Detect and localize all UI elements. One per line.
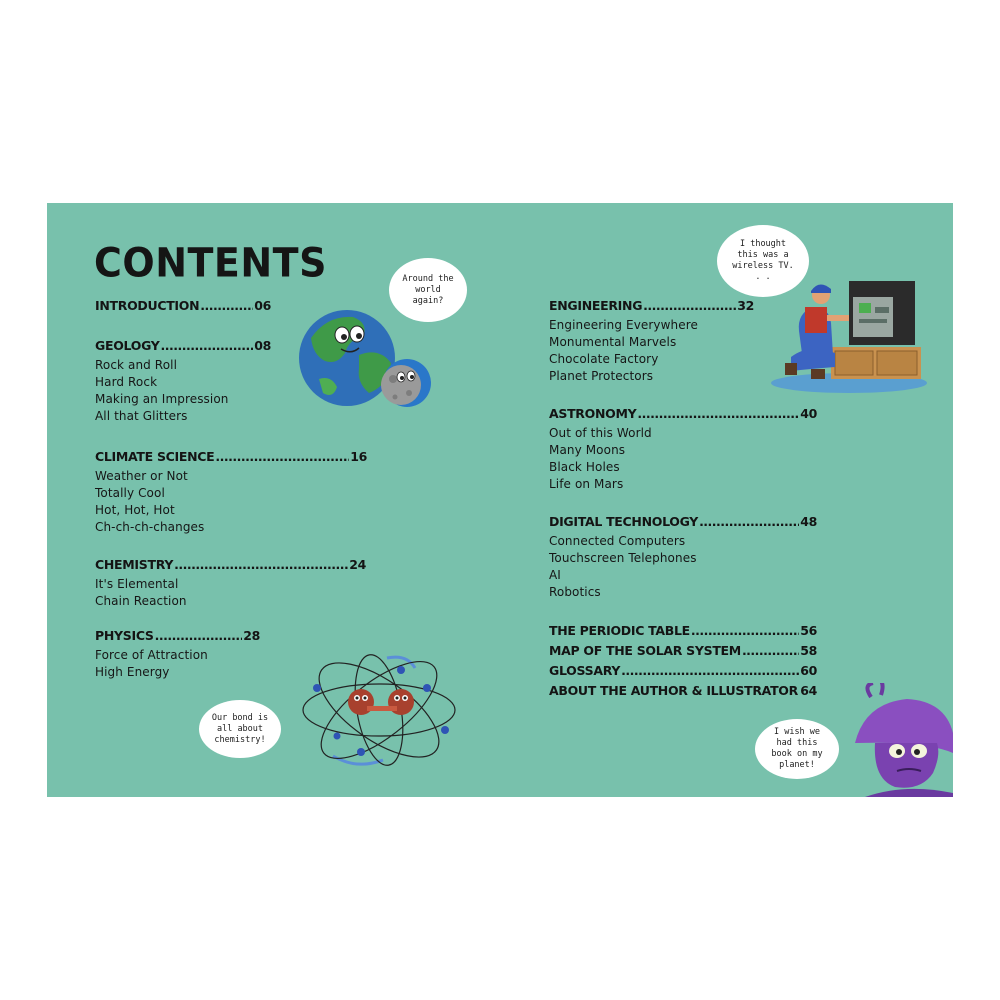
toc-heading[interactable]: [95, 449, 367, 464]
toc-item[interactable]: Rock and Roll: [95, 358, 178, 372]
speech-bubble-earth: [389, 258, 467, 322]
toc-heading[interactable]: [549, 406, 817, 421]
toc-heading[interactable]: [549, 683, 817, 698]
toc-heading-label: ENGINEERING: [549, 298, 643, 313]
toc-item[interactable]: Planet Protectors: [549, 369, 654, 383]
toc-page-number: 40: [800, 406, 817, 421]
toc-page-number: 32: [737, 298, 754, 313]
toc-dots: [699, 514, 799, 529]
toc-item[interactable]: Life on Mars: [549, 477, 624, 491]
toc-dots: [643, 298, 736, 313]
toc-heading-label: MAP OF THE SOLAR SYSTEM: [549, 643, 741, 658]
speech-bubble-text: I thought this was a wireless TV. . .: [732, 239, 794, 282]
toc-section-solar-system-map: [549, 643, 817, 658]
toc-section-periodic-table: [549, 623, 817, 638]
toc-page-number: 08: [254, 338, 271, 353]
toc-heading-label: DIGITAL TECHNOLOGY: [549, 514, 699, 529]
toc-section-glossary: [549, 663, 817, 678]
toc-item[interactable]: High Energy: [95, 665, 170, 679]
toc-dots: [174, 557, 348, 572]
toc-heading-label: ABOUT THE AUTHOR & ILLUSTRATOR: [549, 683, 798, 698]
toc-item[interactable]: Touchscreen Telephones: [549, 551, 697, 565]
toc-item[interactable]: AI: [549, 568, 561, 582]
toc-item[interactable]: Ch-ch-ch-changes: [95, 520, 205, 534]
toc-section-introduction: [95, 298, 271, 313]
toc-page-number: 56: [800, 623, 817, 638]
speech-bubble-text: I wish we had this book on my planet!: [771, 727, 823, 770]
toc-heading-label: PHYSICS: [95, 628, 154, 643]
toc-heading-label: CHEMISTRY: [95, 557, 174, 572]
toc-heading[interactable]: [95, 628, 260, 643]
toc-item[interactable]: Totally Cool: [95, 486, 165, 500]
toc-heading[interactable]: [549, 298, 754, 313]
speech-bubble-chemistry: [199, 700, 281, 758]
toc-page-number: 60: [800, 663, 817, 678]
toc-page-number: 24: [349, 557, 366, 572]
toc-heading-label: INTRODUCTION: [95, 298, 200, 313]
toc-heading-label: GEOLOGY: [95, 338, 160, 353]
toc-page-number: 58: [800, 643, 817, 658]
toc-dots: [200, 298, 253, 313]
toc-dots: [691, 623, 799, 638]
toc-dots: [215, 449, 349, 464]
toc-item[interactable]: Many Moons: [549, 443, 626, 457]
toc-section-about-author: [549, 683, 817, 698]
toc-item[interactable]: Chain Reaction: [95, 594, 187, 608]
toc-item[interactable]: Out of this World: [549, 426, 652, 440]
toc-heading[interactable]: [549, 643, 817, 658]
engineer-tv-illustration: [769, 271, 927, 393]
toc-heading-label: THE PERIODIC TABLE: [549, 623, 690, 638]
toc-item[interactable]: All that Glitters: [95, 409, 188, 423]
speech-bubble-tv: [717, 225, 809, 297]
toc-section-geology: [95, 338, 271, 425]
toc-heading[interactable]: [549, 514, 817, 529]
toc-section-climate-science: [95, 449, 367, 536]
speech-bubble-text: Our bond is all about chemistry!: [211, 712, 269, 745]
toc-heading[interactable]: [95, 298, 271, 313]
toc-item[interactable]: It's Elemental: [95, 577, 179, 591]
toc-dots: [161, 338, 254, 353]
toc-item[interactable]: Making an Impression: [95, 392, 229, 406]
toc-heading[interactable]: [549, 623, 817, 638]
toc-item[interactable]: Robotics: [549, 585, 601, 599]
toc-heading-label: GLOSSARY: [549, 663, 621, 678]
toc-dots: [742, 643, 799, 658]
contents-spread: [47, 203, 953, 797]
toc-item[interactable]: Weather or Not: [95, 469, 188, 483]
speech-bubble-text: Around the world again?: [402, 273, 454, 306]
toc-item[interactable]: Black Holes: [549, 460, 620, 474]
toc-item[interactable]: Connected Computers: [549, 534, 686, 548]
toc-item[interactable]: Chocolate Factory: [549, 352, 659, 366]
toc-item[interactable]: Force of Attraction: [95, 648, 208, 662]
toc-item[interactable]: Monumental Marvels: [549, 335, 677, 349]
toc-heading[interactable]: [95, 338, 271, 353]
toc-item[interactable]: Hot, Hot, Hot: [95, 503, 175, 517]
toc-item[interactable]: Hard Rock: [95, 375, 158, 389]
toc-section-digital-technology: [549, 514, 817, 601]
toc-section-physics: [95, 628, 260, 681]
page-title: CONTENTS: [94, 239, 327, 287]
toc-heading[interactable]: [95, 557, 366, 572]
toc-page-number: 64: [800, 683, 817, 698]
atom-molecule-illustration: [297, 648, 467, 773]
toc-page-number: 28: [243, 628, 260, 643]
speech-bubble-alien: [755, 719, 839, 779]
toc-section-engineering: [549, 298, 754, 385]
alien-illustration: [845, 683, 953, 797]
toc-heading-label: CLIMATE SCIENCE: [95, 449, 215, 464]
toc-page-number: 16: [350, 449, 367, 464]
toc-heading[interactable]: [549, 663, 817, 678]
toc-heading-label: ASTRONOMY: [549, 406, 637, 421]
toc-dots: [621, 663, 799, 678]
toc-section-chemistry: [95, 557, 366, 610]
toc-section-astronomy: [549, 406, 817, 493]
toc-dots: [637, 406, 799, 421]
toc-item[interactable]: Engineering Everywhere: [549, 318, 698, 332]
toc-page-number: 48: [800, 514, 817, 529]
toc-page-number: 06: [254, 298, 271, 313]
toc-dots: [155, 628, 243, 643]
